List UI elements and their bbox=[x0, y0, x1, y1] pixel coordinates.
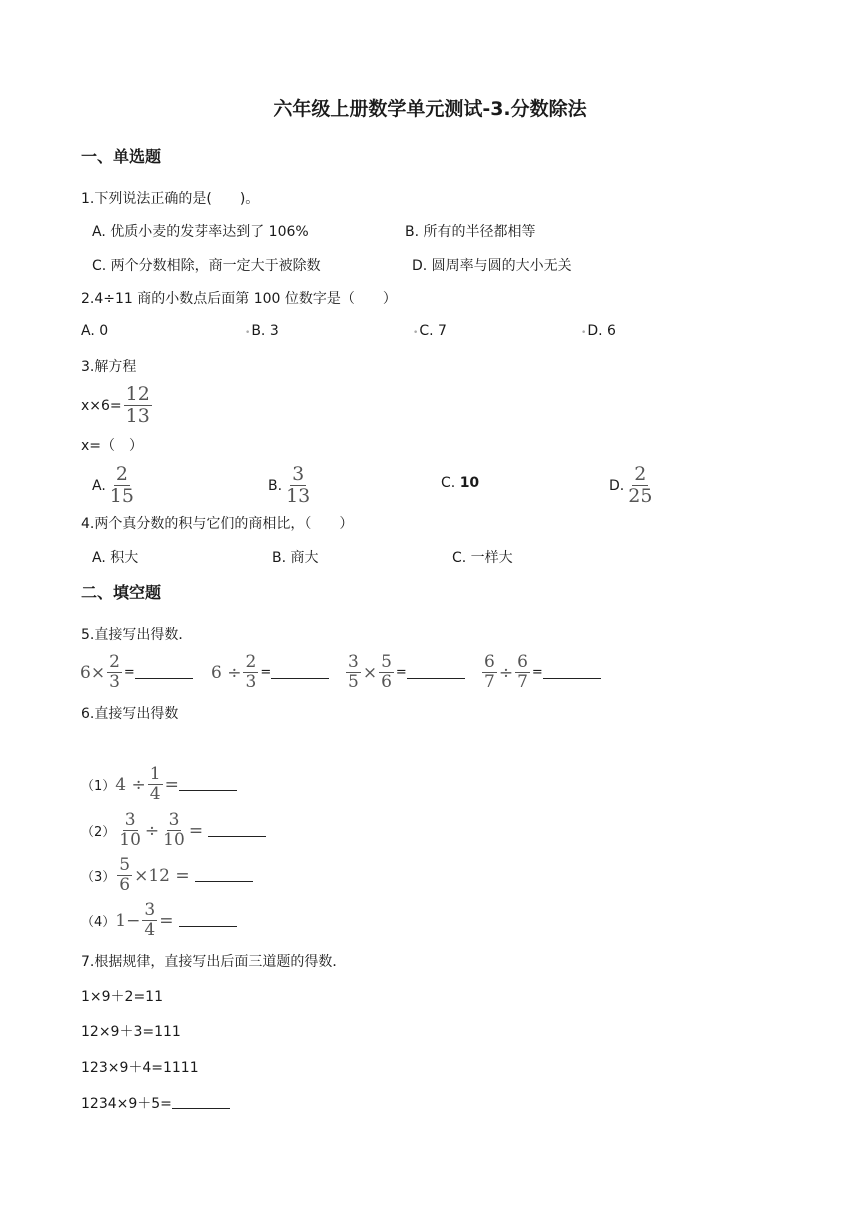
option-a-fraction: $\frac{2}{15}$ bbox=[109, 463, 134, 507]
question-3-option-b[interactable]: B. $\frac{3}{13}$ bbox=[268, 463, 311, 507]
section-heading-single-choice: 一、单选题 bbox=[81, 147, 162, 166]
question-4-option-a[interactable]: A. 积大 bbox=[92, 550, 139, 566]
q5-item-1: 6 × $\frac{2}{3}$ = bbox=[80, 654, 193, 691]
question-2-option-b[interactable]: •B. 3 bbox=[245, 323, 279, 339]
answer-blank[interactable] bbox=[271, 667, 329, 679]
page-title: 六年级上册数学单元测试-3.分数除法 bbox=[273, 98, 587, 120]
q5-item-3: $\frac{3}{5}$ × $\frac{5}{6}$ = bbox=[344, 654, 465, 691]
q5-item-2: 6 ÷ $\frac{2}{3}$ = bbox=[211, 654, 329, 691]
q6-item-2: （2） $\frac{3}{10}$ ÷ $\frac{3}{10}$ = bbox=[81, 812, 266, 849]
question-1-option-d[interactable]: D. 圆周率与圆的大小无关 bbox=[412, 258, 572, 274]
marker-dot-icon: • bbox=[245, 328, 251, 338]
equation-fraction: $\frac{12}{13}$ bbox=[125, 383, 150, 427]
q7-line-1: 1×9＋2=11 bbox=[81, 989, 163, 1005]
question-2-option-d[interactable]: •D. 6 bbox=[581, 323, 616, 339]
question-3-stem: 3.解方程 bbox=[81, 359, 137, 375]
equation-prefix: x×6= bbox=[81, 397, 122, 414]
marker-dot-icon: • bbox=[413, 328, 419, 338]
question-3-option-c[interactable]: C. 10 bbox=[441, 475, 480, 491]
q6-item-1: （1） 4 ÷ $\frac{1}{4}$ = bbox=[81, 766, 237, 803]
question-3-option-d[interactable]: D. $\frac{2}{25}$ bbox=[609, 463, 653, 507]
question-2-option-c[interactable]: •C. 7 bbox=[413, 323, 447, 339]
q7-line-4: 1234×9＋5= bbox=[81, 1093, 230, 1113]
question-3-equation bbox=[81, 385, 154, 426]
answer-blank[interactable] bbox=[179, 915, 237, 927]
answer-blank[interactable] bbox=[543, 667, 601, 679]
answer-blank[interactable] bbox=[179, 779, 237, 791]
answer-blank[interactable] bbox=[407, 667, 465, 679]
q7-line-2: 12×9＋3=111 bbox=[81, 1024, 181, 1040]
q6-item-4: （4） 1 − $\frac{3}{4}$ = bbox=[81, 902, 237, 939]
question-2-stem: 2.4÷11 商的小数点后面第 100 位数字是（ ） bbox=[81, 291, 397, 307]
option-c-value: 10 bbox=[459, 475, 480, 491]
question-4-option-c[interactable]: C. 一样大 bbox=[452, 550, 513, 566]
question-2-option-a[interactable]: A. 0 bbox=[81, 323, 109, 339]
q7-line-3: 123×9＋4=1111 bbox=[81, 1060, 199, 1076]
question-3-option-a[interactable]: A. $\frac{2}{15}$ bbox=[92, 463, 134, 507]
question-4-option-b[interactable]: B. 商大 bbox=[272, 550, 319, 566]
question-5-stem: 5.直接写出得数． bbox=[81, 627, 193, 643]
question-1-option-b[interactable]: B. 所有的半径都相等 bbox=[405, 224, 536, 240]
question-1-option-a[interactable]: A. 优质小麦的发芽率达到了 106% bbox=[92, 224, 309, 240]
question-7-stem: 7.根据规律，直接写出后面三道题的得数． bbox=[81, 954, 347, 970]
q6-item-3: （3） $\frac{5}{6}$ × 12 = bbox=[81, 857, 253, 894]
answer-blank[interactable] bbox=[195, 870, 253, 882]
answer-blank[interactable] bbox=[208, 825, 266, 837]
question-6-stem: 6.直接写出得数 bbox=[81, 706, 179, 722]
option-b-fraction: $\frac{3}{13}$ bbox=[286, 463, 311, 507]
question-3-answer-line: x=（ ） bbox=[81, 438, 144, 454]
question-4-stem: 4.两个真分数的积与它们的商相比，（ ） bbox=[81, 516, 354, 532]
answer-blank[interactable] bbox=[172, 1097, 230, 1109]
question-1-option-c[interactable]: C. 两个分数相除，商一定大于被除数 bbox=[92, 258, 321, 274]
answer-blank[interactable] bbox=[135, 667, 193, 679]
option-d-fraction: $\frac{2}{25}$ bbox=[628, 463, 653, 507]
question-1-stem: 1.下列说法正确的是( )。 bbox=[81, 191, 260, 207]
section-heading-fill-blank: 二、填空题 bbox=[81, 583, 162, 602]
marker-dot-icon: • bbox=[581, 328, 587, 338]
q5-item-4: $\frac{6}{7}$ ÷ $\frac{6}{7}$ = bbox=[480, 654, 601, 691]
